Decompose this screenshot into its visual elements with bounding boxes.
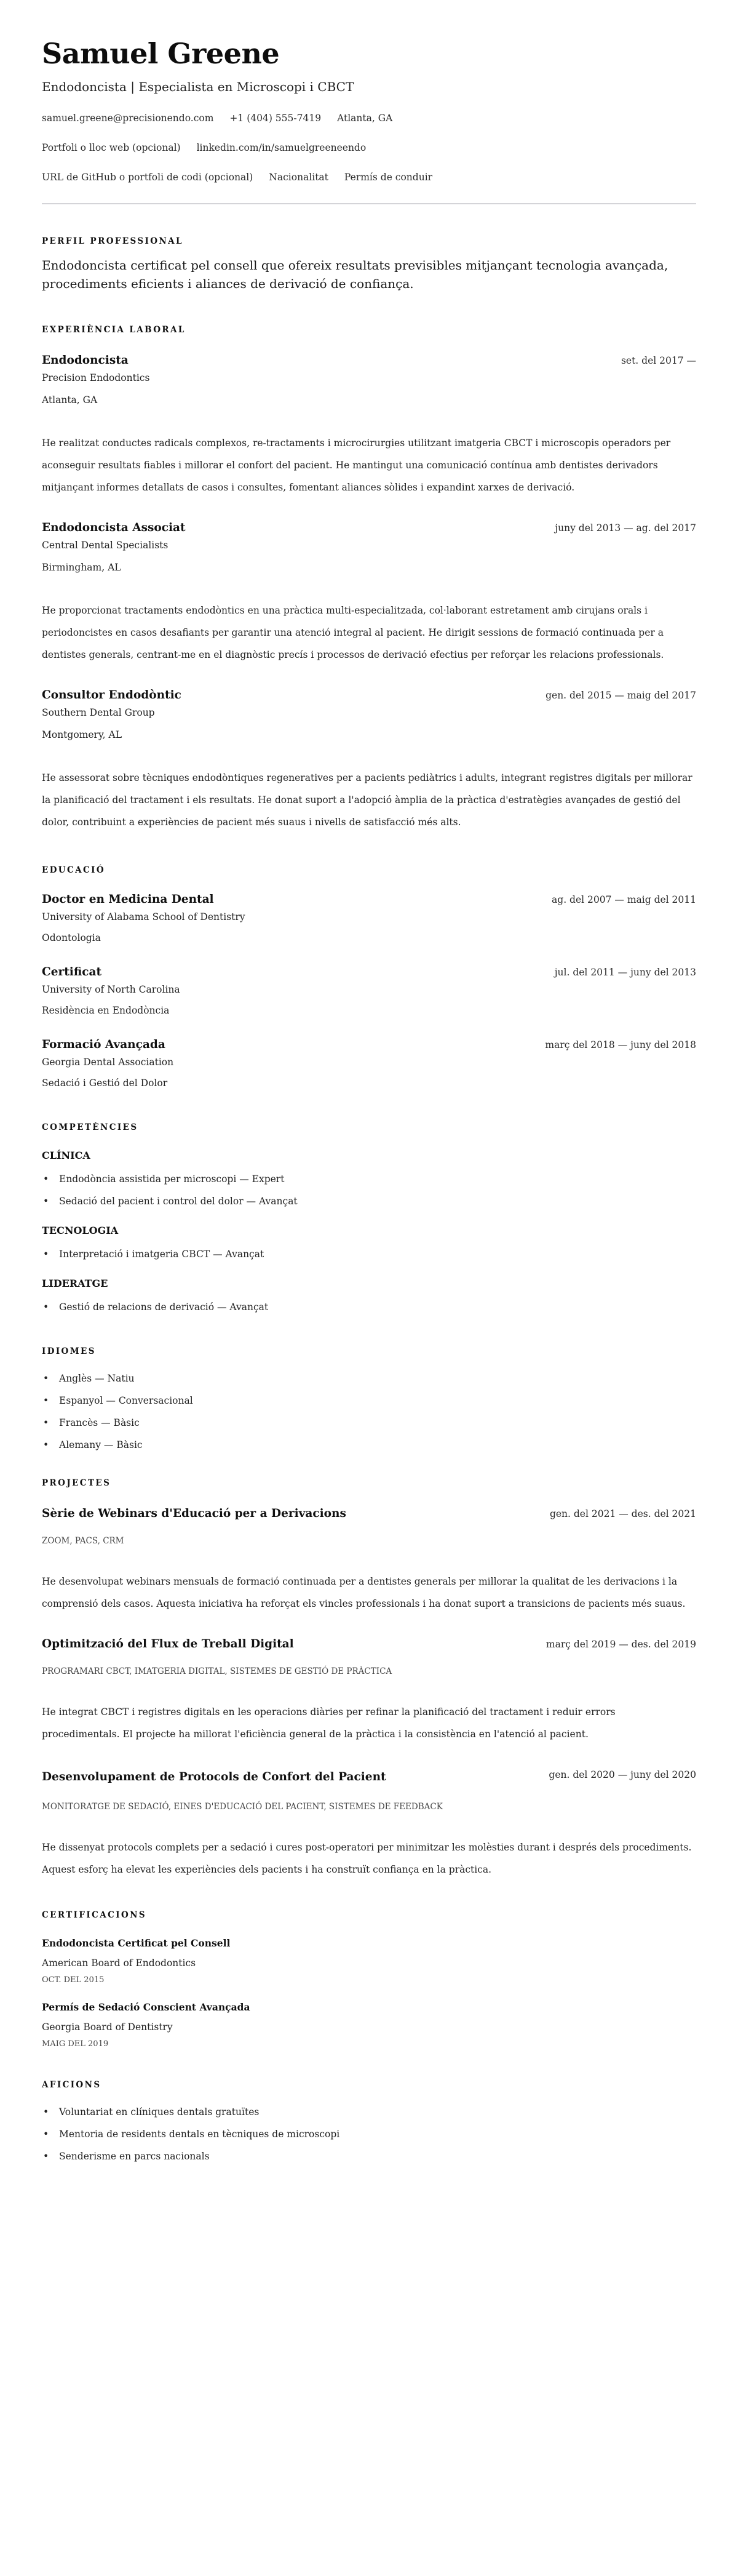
skill-list bbox=[42, 1172, 696, 1209]
skill-group bbox=[42, 1223, 696, 1262]
job-company: Central Dental Specialists bbox=[42, 540, 169, 551]
contact-nationality: Nacionalitat bbox=[269, 172, 328, 183]
section-title-languages: IDIOMES bbox=[42, 1346, 96, 1356]
education-field: Odontologia bbox=[42, 932, 101, 943]
certification-issuer: American Board of Endodontics bbox=[42, 1958, 196, 1969]
skill-group-title: LIDERATGE bbox=[42, 1278, 108, 1289]
language-item: • Alemany — Bàsic bbox=[42, 1438, 696, 1452]
job-company: Precision Endodontics bbox=[42, 372, 150, 383]
education-school: Georgia Dental Association bbox=[42, 1057, 174, 1068]
project-tech: ZOOM, PACS, CRM bbox=[42, 1536, 124, 1546]
contact-line-2 bbox=[42, 140, 696, 155]
education-field: Sedació i Gestió del Dolor bbox=[42, 1078, 168, 1089]
job-role: Consultor Endodòntic bbox=[42, 689, 181, 702]
candidate-name: Samuel Greene bbox=[42, 37, 280, 70]
project-item bbox=[42, 1766, 696, 1881]
contact-phone[interactable]: +1 (404) 555-7419 bbox=[229, 113, 322, 124]
contact-location: Atlanta, GA bbox=[337, 113, 393, 124]
education-item bbox=[42, 964, 696, 1018]
hobby-list bbox=[42, 2105, 696, 2164]
experience-item bbox=[42, 352, 696, 498]
education-date: març del 2018 — juny del 2018 bbox=[545, 1039, 696, 1050]
section-languages bbox=[42, 1345, 696, 1452]
section-title-certifications: CERTIFICACIONS bbox=[42, 1910, 147, 1920]
job-date: juny del 2013 — ag. del 2017 bbox=[555, 522, 696, 534]
certification-issuer: Georgia Board of Dentistry bbox=[42, 2022, 173, 2033]
job-company: Southern Dental Group bbox=[42, 707, 155, 718]
section-projects bbox=[42, 1477, 696, 1881]
contact-linkedin[interactable]: linkedin.com/in/samuelgreeneendo bbox=[196, 142, 367, 153]
education-school: University of North Carolina bbox=[42, 984, 180, 995]
header-divider bbox=[42, 203, 696, 204]
project-item bbox=[42, 1505, 696, 1615]
skill-item: • Sedació del pacient i control del dolor — Avançat bbox=[42, 1194, 696, 1209]
education-degree: Certificat bbox=[42, 966, 102, 978]
contact-driving-license: Permís de conduir bbox=[344, 172, 433, 183]
project-name: Optimització del Flux de Treball Digital bbox=[42, 1638, 294, 1650]
job-role: Endodoncista bbox=[42, 354, 129, 367]
certification-date: OCT. DEL 2015 bbox=[42, 1975, 105, 1985]
certification-name: Permís de Sedació Conscient Avançada bbox=[42, 2001, 250, 2013]
education-degree: Doctor en Medicina Dental bbox=[42, 893, 214, 906]
hobby-item: • Senderisme en parcs nacionals bbox=[42, 2149, 696, 2164]
section-skills bbox=[42, 1121, 696, 1314]
section-education bbox=[42, 864, 696, 1090]
hobby-item: • Voluntariat en clíniques dentals gratuïtes bbox=[42, 2105, 696, 2119]
project-date: gen. del 2020 — juny del 2020 bbox=[549, 1769, 696, 1780]
contact-line-3 bbox=[42, 170, 696, 185]
project-date: gen. del 2021 — des. del 2021 bbox=[549, 1508, 696, 1519]
section-title-education: EDUCACIÓ bbox=[42, 865, 106, 875]
project-tech: MONITORATGE DE SEDACIÓ, EINES D'EDUCACIÓ DEL PACIENT, SISTEMES DE FEEDBACK bbox=[42, 1802, 443, 1812]
section-title-experience: EXPERIÈNCIA LABORAL bbox=[42, 325, 186, 335]
section-title-skills: COMPETÈNCIES bbox=[42, 1122, 138, 1132]
certification-date: MAIG DEL 2019 bbox=[42, 2039, 109, 2049]
education-date: ag. del 2007 — maig del 2011 bbox=[552, 894, 696, 905]
section-certifications bbox=[42, 1909, 696, 2050]
education-field: Residència en Endodòncia bbox=[42, 1005, 170, 1016]
job-description: He proporcionat tractaments endodòntics en una pràctica multi-especialitzada, col·laborant estretament amb cirujans orals i periodoncistes en casos desafiants per garantir una atenció integral al pacient. He dirigit sessions de formació continuada per a dentistes generals, centrant-me en el diagnòstic precís i processos de derivació efectius per reforçar les relacions professionals. bbox=[42, 605, 664, 660]
section-title-projects: PROJECTES bbox=[42, 1478, 111, 1488]
project-name: Desenvolupament de Protocols de Confort del Pacient bbox=[42, 1770, 386, 1783]
experience-item bbox=[42, 519, 696, 666]
job-description: He assessorat sobre tècniques endodòntiques regeneratives per a pacients pediàtrics i adults, integrant registres digitals per millorar la planificació del tractament i els resultats. He donat suport a l'adopció àmplia de la pràctica d'estratègies avançades de gestió del dolor, contribuint a experiències de pacient més suaus i nivells de satisfacció més alts. bbox=[42, 772, 692, 828]
section-summary bbox=[42, 235, 696, 293]
section-title-summary: PERFIL PROFESSIONAL bbox=[42, 236, 183, 246]
project-description: He desenvolupat webinars mensuals de formació continuada per a dentistes generals per millorar la qualitat de les derivacions i la comprensió dels casos. Aquesta iniciativa ha reforçat els vincles professionals i ha donat suport a transicions de pacients més suaus. bbox=[42, 1576, 686, 1609]
contact-portfolio[interactable]: Portfoli o lloc web (opcional) bbox=[42, 142, 181, 153]
certification-name: Endodoncista Certificat pel Consell bbox=[42, 1937, 231, 1949]
job-location: Montgomery, AL bbox=[42, 729, 122, 740]
candidate-headline: Endodoncista | Especialista en Microscopi i CBCT bbox=[42, 79, 354, 94]
language-item: • Espanyol — Conversacional bbox=[42, 1393, 696, 1408]
section-experience bbox=[42, 324, 696, 833]
job-location: Birmingham, AL bbox=[42, 562, 121, 573]
language-item: • Francès — Bàsic bbox=[42, 1415, 696, 1430]
contact-line-1 bbox=[42, 111, 696, 126]
education-school: University of Alabama School of Dentistry bbox=[42, 911, 245, 922]
skill-group bbox=[42, 1276, 696, 1314]
job-role: Endodoncista Associat bbox=[42, 521, 186, 534]
education-degree: Formació Avançada bbox=[42, 1038, 165, 1051]
skill-group-title: TECNOLOGIA bbox=[42, 1225, 119, 1236]
project-tech: PROGRAMARI CBCT, IMATGERIA DIGITAL, SISTEMES DE GESTIÓ DE PRÀCTICA bbox=[42, 1666, 392, 1676]
project-date: març del 2019 — des. del 2019 bbox=[546, 1639, 696, 1650]
certification-item bbox=[42, 2000, 696, 2050]
certification-item bbox=[42, 1936, 696, 1986]
project-description: He dissenyat protocols complets per a sedació i cures post-operatori per minimitzar les molèsties durant i després dels procediments. Aquest esforç ha elevat les experiències dels pacients i ha construït confiança en la pràctica. bbox=[42, 1842, 692, 1875]
language-list bbox=[42, 1371, 696, 1452]
experience-item bbox=[42, 687, 696, 833]
hobby-item: • Mentoria de residents dentals en tècniques de microscopi bbox=[42, 2127, 696, 2142]
education-item bbox=[42, 1036, 696, 1090]
skill-item: • Interpretació i imatgeria CBCT — Avançat bbox=[42, 1247, 696, 1262]
section-title-hobbies: AFICIONS bbox=[42, 2080, 101, 2090]
skill-list bbox=[42, 1300, 696, 1314]
contact-email[interactable]: samuel.greene@precisionendo.com bbox=[42, 113, 214, 124]
resume-header bbox=[42, 34, 696, 204]
language-item: • Anglès — Natiu bbox=[42, 1371, 696, 1386]
contact-github[interactable]: URL de GitHub o portfoli de codi (opcional) bbox=[42, 172, 253, 183]
skill-group bbox=[42, 1148, 696, 1209]
project-item bbox=[42, 1636, 696, 1745]
education-date: jul. del 2011 — juny del 2013 bbox=[554, 967, 696, 978]
education-item bbox=[42, 891, 696, 945]
job-date: set. del 2017 — bbox=[621, 355, 696, 366]
section-hobbies bbox=[42, 2079, 696, 2164]
skill-group-title: CLÍNICA bbox=[42, 1150, 90, 1161]
skill-list bbox=[42, 1247, 696, 1262]
job-description: He realitzat conductes radicals complexos, re-tractaments i microcirurgies utilitzant imatgeria CBCT i microscopis operadors per aconseguir resultats fiables i millorar el confort del pacient. He mantingut una comunicació contínua amb dentistes derivadors mitjançant informes detallats de casos i consultes, fomentant aliances sòlides i expandint xarxes de derivació. bbox=[42, 438, 671, 493]
job-location: Atlanta, GA bbox=[42, 394, 98, 406]
job-date: gen. del 2015 — maig del 2017 bbox=[546, 690, 696, 701]
contact-info bbox=[42, 111, 696, 185]
project-name: Sèrie de Webinars d'Educació per a Derivacions bbox=[42, 1507, 346, 1520]
skill-item: • Endodòncia assistida per microscopi — Expert bbox=[42, 1172, 696, 1186]
summary-text: Endodoncista certificat pel consell que ofereix resultats previsibles mitjançant tecnologia avançada, procediments eficients i aliances de derivació de confiança. bbox=[42, 258, 669, 291]
skill-item: • Gestió de relacions de derivació — Avançat bbox=[42, 1300, 696, 1314]
project-description: He integrat CBCT i registres digitals en les operacions diàries per refinar la planificació del tractament i reduir errors procedimentals. El projecte ha millorat l'eficiència general de la pràctica i la consistència en l'atenció al pacient. bbox=[42, 1706, 616, 1740]
